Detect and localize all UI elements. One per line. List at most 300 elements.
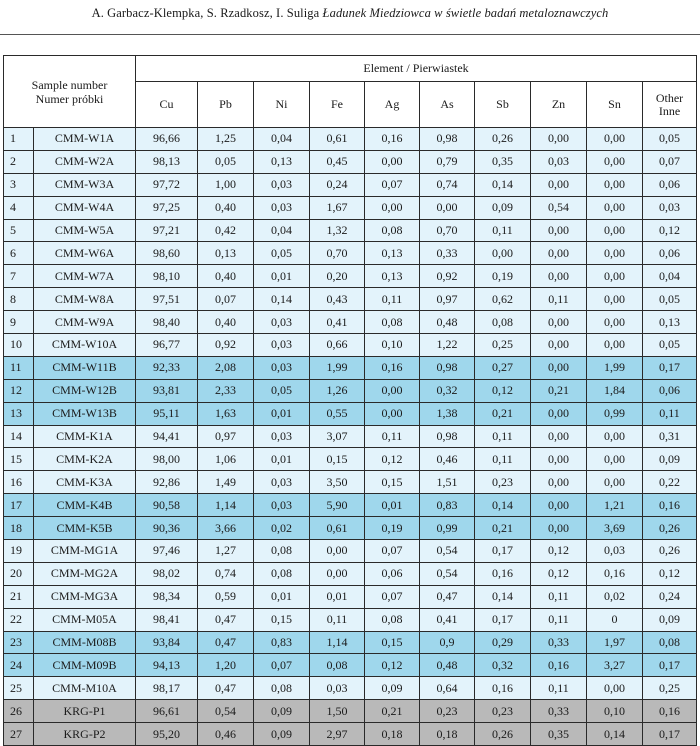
- value-cell: 97,25: [136, 196, 198, 219]
- value-cell: 0,03: [254, 334, 310, 357]
- article-title: Ładunek Miedziowca w świetle badań metaloznawczych: [322, 6, 609, 20]
- value-cell: 0,92: [198, 334, 254, 357]
- value-cell: 0,00: [531, 402, 587, 425]
- value-cell: 0,54: [198, 700, 254, 723]
- value-cell: 0,16: [643, 494, 697, 517]
- value-cell: 97,46: [136, 540, 198, 563]
- value-cell: 0,61: [310, 128, 365, 151]
- value-cell: 0,06: [643, 242, 697, 265]
- value-cell: 95,11: [136, 402, 198, 425]
- value-cell: 0,24: [643, 585, 697, 608]
- sample-id: CMM-M08B: [34, 631, 136, 654]
- value-cell: 0,00: [587, 677, 643, 700]
- row-number: 9: [4, 311, 34, 334]
- value-cell: 0,17: [643, 654, 697, 677]
- value-cell: 0,27: [475, 356, 531, 379]
- value-cell: 2,08: [198, 356, 254, 379]
- table-row: [4, 540, 697, 563]
- value-cell: 93,81: [136, 379, 198, 402]
- composition-table: [3, 55, 697, 746]
- value-cell: 0,00: [587, 196, 643, 219]
- value-cell: 0,03: [531, 150, 587, 173]
- value-cell: 0,16: [365, 356, 420, 379]
- value-cell: 0,06: [643, 379, 697, 402]
- value-cell: 0,01: [254, 585, 310, 608]
- row-number: 26: [4, 700, 34, 723]
- value-cell: 1,25: [198, 128, 254, 151]
- row-number: 7: [4, 265, 34, 288]
- table-row: [4, 608, 697, 631]
- value-cell: 96,77: [136, 334, 198, 357]
- value-cell: 98,13: [136, 150, 198, 173]
- value-cell: 0,00: [420, 196, 475, 219]
- sample-id: CMM-W6A: [34, 242, 136, 265]
- sample-id: CMM-W8A: [34, 288, 136, 311]
- table-row: [4, 562, 697, 585]
- value-cell: 0,9: [420, 631, 475, 654]
- value-cell: 97,72: [136, 173, 198, 196]
- table-row: [4, 402, 697, 425]
- value-cell: 0,09: [254, 723, 310, 746]
- value-cell: 5,90: [310, 494, 365, 517]
- sample-id: CMM-W10A: [34, 334, 136, 357]
- value-cell: 0,11: [365, 288, 420, 311]
- value-cell: 0,40: [198, 196, 254, 219]
- value-cell: 98,02: [136, 562, 198, 585]
- value-cell: 1,27: [198, 540, 254, 563]
- table-row: [4, 471, 697, 494]
- value-cell: 0,21: [531, 379, 587, 402]
- value-cell: 0,08: [365, 608, 420, 631]
- value-cell: 1,97: [587, 631, 643, 654]
- value-cell: 0,16: [475, 562, 531, 585]
- value-cell: 0,11: [531, 677, 587, 700]
- value-cell: 0,07: [365, 585, 420, 608]
- value-cell: 0,99: [420, 517, 475, 540]
- row-number: 14: [4, 425, 34, 448]
- value-cell: 0,40: [198, 311, 254, 334]
- value-cell: 0,07: [365, 540, 420, 563]
- sample-id: CMM-K4B: [34, 494, 136, 517]
- row-number: 5: [4, 219, 34, 242]
- value-cell: 0,00: [587, 448, 643, 471]
- value-cell: 0,99: [587, 402, 643, 425]
- row-number: 4: [4, 196, 34, 219]
- table-row: [4, 654, 697, 677]
- sample-id: CMM-K3A: [34, 471, 136, 494]
- sample-id: CMM-W9A: [34, 311, 136, 334]
- value-cell: 0,13: [365, 265, 420, 288]
- col-header: Ag: [365, 82, 420, 128]
- col-header: Ni: [254, 82, 310, 128]
- value-cell: 0,48: [420, 311, 475, 334]
- value-cell: 0,12: [643, 562, 697, 585]
- value-cell: 98,00: [136, 448, 198, 471]
- sample-id: CMM-M09B: [34, 654, 136, 677]
- value-cell: 0,00: [531, 265, 587, 288]
- row-number: 1: [4, 128, 34, 151]
- sample-id: CMM-W2A: [34, 150, 136, 173]
- value-cell: 0,00: [587, 150, 643, 173]
- value-cell: 0,04: [643, 265, 697, 288]
- value-cell: 0,00: [587, 265, 643, 288]
- value-cell: 0,16: [587, 562, 643, 585]
- value-cell: 0,03: [254, 311, 310, 334]
- table-row: [4, 448, 697, 471]
- value-cell: 0,11: [310, 608, 365, 631]
- table-row: [4, 150, 697, 173]
- value-cell: 0,74: [420, 173, 475, 196]
- sample-id: CMM-M05A: [34, 608, 136, 631]
- value-cell: 1,22: [420, 334, 475, 357]
- value-cell: 0,43: [310, 288, 365, 311]
- value-cell: 0,15: [254, 608, 310, 631]
- value-cell: 0,47: [198, 608, 254, 631]
- value-cell: 0,09: [643, 608, 697, 631]
- value-cell: 0,12: [365, 448, 420, 471]
- value-cell: 0,15: [365, 471, 420, 494]
- value-cell: 0,00: [531, 471, 587, 494]
- sample-header-pl: Numer próbki: [35, 91, 104, 106]
- value-cell: 0,13: [198, 242, 254, 265]
- value-cell: 0,97: [420, 288, 475, 311]
- sample-number-header: [4, 56, 136, 128]
- col-header: Zn: [531, 82, 587, 128]
- value-cell: 0,92: [420, 265, 475, 288]
- value-cell: 0,14: [475, 585, 531, 608]
- value-cell: 0,16: [643, 700, 697, 723]
- value-cell: 0,09: [475, 196, 531, 219]
- sample-id: CMM-W3A: [34, 173, 136, 196]
- value-cell: 0,05: [643, 128, 697, 151]
- value-cell: 0,08: [365, 311, 420, 334]
- row-number: 17: [4, 494, 34, 517]
- value-cell: 1,32: [310, 219, 365, 242]
- value-cell: 0,00: [531, 334, 587, 357]
- sample-id: CMM-MG1A: [34, 540, 136, 563]
- value-cell: 0,26: [475, 723, 531, 746]
- value-cell: 0,05: [198, 150, 254, 173]
- value-cell: 1,38: [420, 402, 475, 425]
- value-cell: 0,10: [587, 700, 643, 723]
- value-cell: 0,25: [475, 334, 531, 357]
- value-cell: 0,26: [643, 517, 697, 540]
- value-cell: 0,11: [643, 402, 697, 425]
- value-cell: 0,11: [475, 219, 531, 242]
- value-cell: 0,21: [475, 402, 531, 425]
- value-cell: 0,19: [365, 517, 420, 540]
- value-cell: 0,66: [310, 334, 365, 357]
- value-cell: 3,69: [587, 517, 643, 540]
- sample-id: CMM-W4A: [34, 196, 136, 219]
- value-cell: 0,04: [254, 219, 310, 242]
- value-cell: 0,00: [310, 540, 365, 563]
- value-cell: 0,59: [198, 585, 254, 608]
- value-cell: 0,11: [531, 608, 587, 631]
- row-number: 21: [4, 585, 34, 608]
- row-number: 15: [4, 448, 34, 471]
- value-cell: 98,40: [136, 311, 198, 334]
- value-cell: 0,21: [365, 700, 420, 723]
- value-cell: 0,83: [254, 631, 310, 654]
- value-cell: 0,42: [198, 219, 254, 242]
- value-cell: 0,98: [420, 128, 475, 151]
- value-cell: 0,09: [365, 677, 420, 700]
- value-cell: 0,35: [475, 150, 531, 173]
- value-cell: 0,79: [420, 150, 475, 173]
- value-cell: 96,61: [136, 700, 198, 723]
- table-row: [4, 311, 697, 334]
- value-cell: 98,17: [136, 677, 198, 700]
- value-cell: 0,47: [198, 631, 254, 654]
- value-cell: 0,33: [531, 700, 587, 723]
- table-row: [4, 196, 697, 219]
- value-cell: 0,15: [310, 448, 365, 471]
- value-cell: 0,03: [310, 677, 365, 700]
- value-cell: 0,19: [475, 265, 531, 288]
- value-cell: 1,51: [420, 471, 475, 494]
- table-row: [4, 585, 697, 608]
- row-number: 10: [4, 334, 34, 357]
- value-cell: 0,13: [643, 311, 697, 334]
- value-cell: 0,03: [254, 196, 310, 219]
- value-cell: 0,33: [531, 631, 587, 654]
- value-cell: 0,00: [587, 242, 643, 265]
- value-cell: 95,20: [136, 723, 198, 746]
- value-cell: 0,03: [254, 471, 310, 494]
- other-en: Other: [655, 90, 684, 105]
- row-number: 16: [4, 471, 34, 494]
- value-cell: 0,29: [475, 631, 531, 654]
- value-cell: 0,47: [198, 677, 254, 700]
- table-row: [4, 265, 697, 288]
- row-number: 22: [4, 608, 34, 631]
- value-cell: 0,00: [531, 517, 587, 540]
- sample-id: CMM-W13B: [34, 402, 136, 425]
- value-cell: 0,17: [643, 723, 697, 746]
- value-cell: 0,16: [475, 677, 531, 700]
- col-header: Pb: [198, 82, 254, 128]
- value-cell: 1,67: [310, 196, 365, 219]
- value-cell: 0,08: [310, 654, 365, 677]
- value-cell: 0,08: [643, 631, 697, 654]
- value-cell: 0,00: [587, 471, 643, 494]
- value-cell: 0,13: [254, 150, 310, 173]
- value-cell: 3,66: [198, 517, 254, 540]
- value-cell: 0,08: [475, 311, 531, 334]
- value-cell: 0,35: [531, 723, 587, 746]
- row-number: 6: [4, 242, 34, 265]
- value-cell: 0,00: [531, 448, 587, 471]
- col-header: Cu: [136, 82, 198, 128]
- value-cell: 0,23: [475, 700, 531, 723]
- value-cell: 0,08: [365, 219, 420, 242]
- value-cell: 0,18: [420, 723, 475, 746]
- value-cell: 0,08: [254, 540, 310, 563]
- row-number: 11: [4, 356, 34, 379]
- sample-id: CMM-MG2A: [34, 562, 136, 585]
- value-cell: 0,48: [420, 654, 475, 677]
- value-cell: 0,70: [310, 242, 365, 265]
- value-cell: 0,03: [643, 196, 697, 219]
- value-cell: 0,64: [420, 677, 475, 700]
- row-number: 20: [4, 562, 34, 585]
- row-number: 8: [4, 288, 34, 311]
- value-cell: 97,51: [136, 288, 198, 311]
- value-cell: 0,09: [643, 448, 697, 471]
- value-cell: 0,11: [365, 425, 420, 448]
- value-cell: 3,07: [310, 425, 365, 448]
- value-cell: 0,05: [643, 334, 697, 357]
- value-cell: 0,11: [531, 288, 587, 311]
- value-cell: 94,41: [136, 425, 198, 448]
- value-cell: 0,01: [365, 494, 420, 517]
- value-cell: 0,54: [420, 562, 475, 585]
- row-number: 25: [4, 677, 34, 700]
- sample-id: CMM-K2A: [34, 448, 136, 471]
- value-cell: 0,06: [365, 562, 420, 585]
- value-cell: 0,00: [365, 379, 420, 402]
- value-cell: 0,31: [643, 425, 697, 448]
- row-number: 24: [4, 654, 34, 677]
- table-row: [4, 334, 697, 357]
- value-cell: 0,55: [310, 402, 365, 425]
- value-cell: 1,99: [587, 356, 643, 379]
- value-cell: 0,07: [365, 173, 420, 196]
- value-cell: 90,36: [136, 517, 198, 540]
- value-cell: 93,84: [136, 631, 198, 654]
- value-cell: 0,00: [587, 425, 643, 448]
- value-cell: 98,10: [136, 265, 198, 288]
- value-cell: 0,00: [365, 196, 420, 219]
- value-cell: 0,00: [531, 219, 587, 242]
- sample-header-en: Sample number: [31, 77, 108, 92]
- value-cell: 1,20: [198, 654, 254, 677]
- value-cell: 0,98: [420, 356, 475, 379]
- value-cell: 98,34: [136, 585, 198, 608]
- value-cell: 0,01: [254, 448, 310, 471]
- value-cell: 0,98: [420, 425, 475, 448]
- value-cell: 1,14: [198, 494, 254, 517]
- value-cell: 0,12: [531, 562, 587, 585]
- authors: A. Garbacz-Klempka, S. Rzadkosz, I. Suliga: [91, 6, 320, 20]
- sample-id: CMM-K5B: [34, 517, 136, 540]
- value-cell: 0,54: [531, 196, 587, 219]
- value-cell: 0,21: [475, 517, 531, 540]
- value-cell: 0,20: [310, 265, 365, 288]
- value-cell: 0,97: [198, 425, 254, 448]
- sample-id: CMM-W11B: [34, 356, 136, 379]
- value-cell: 0,11: [475, 425, 531, 448]
- value-cell: 0,14: [475, 173, 531, 196]
- value-cell: 1,26: [310, 379, 365, 402]
- value-cell: 0,74: [198, 562, 254, 585]
- header-rule: [0, 34, 700, 35]
- value-cell: 0,07: [643, 150, 697, 173]
- table-row: [4, 631, 697, 654]
- value-cell: 0,26: [475, 128, 531, 151]
- value-cell: 0,22: [643, 471, 697, 494]
- value-cell: 0,62: [475, 288, 531, 311]
- value-cell: 0,03: [254, 425, 310, 448]
- row-number: 27: [4, 723, 34, 746]
- sample-id: CMM-MG3A: [34, 585, 136, 608]
- value-cell: 0,00: [365, 150, 420, 173]
- value-cell: 0,70: [420, 219, 475, 242]
- value-cell: 0,07: [198, 288, 254, 311]
- value-cell: 0,00: [365, 402, 420, 425]
- table-row: [4, 219, 697, 242]
- value-cell: 0,00: [587, 334, 643, 357]
- value-cell: 0,02: [587, 585, 643, 608]
- value-cell: 98,41: [136, 608, 198, 631]
- value-cell: 97,21: [136, 219, 198, 242]
- value-cell: 0,00: [531, 425, 587, 448]
- value-cell: 94,13: [136, 654, 198, 677]
- value-cell: 1,14: [310, 631, 365, 654]
- table-row: [4, 379, 697, 402]
- row-number: 3: [4, 173, 34, 196]
- value-cell: 0,12: [475, 379, 531, 402]
- value-cell: 0,05: [643, 288, 697, 311]
- col-header: Fe: [310, 82, 365, 128]
- value-cell: 0,40: [198, 265, 254, 288]
- value-cell: 0,06: [643, 173, 697, 196]
- value-cell: 0,16: [365, 128, 420, 151]
- value-cell: 0,14: [475, 494, 531, 517]
- value-cell: 0,26: [643, 540, 697, 563]
- sample-id: CMM-M10A: [34, 677, 136, 700]
- sample-id: KRG-P1: [34, 700, 136, 723]
- running-head: [0, 6, 700, 21]
- table-row: [4, 677, 697, 700]
- value-cell: 90,58: [136, 494, 198, 517]
- value-cell: 0,23: [420, 700, 475, 723]
- value-cell: 0,09: [254, 700, 310, 723]
- value-cell: 0,00: [587, 128, 643, 151]
- table-row: [4, 356, 697, 379]
- value-cell: 1,50: [310, 700, 365, 723]
- value-cell: 0,00: [310, 562, 365, 585]
- value-cell: 0,05: [254, 242, 310, 265]
- col-header: As: [420, 82, 475, 128]
- value-cell: 0,24: [310, 173, 365, 196]
- value-cell: 0,45: [310, 150, 365, 173]
- value-cell: 0,13: [365, 242, 420, 265]
- value-cell: 0,12: [531, 540, 587, 563]
- value-cell: 0,33: [420, 242, 475, 265]
- value-cell: 0,61: [310, 517, 365, 540]
- value-cell: 0,11: [475, 448, 531, 471]
- value-cell: 0,46: [198, 723, 254, 746]
- value-cell: 0,03: [254, 494, 310, 517]
- value-cell: 0,46: [420, 448, 475, 471]
- value-cell: 0,18: [365, 723, 420, 746]
- value-cell: 0,01: [254, 402, 310, 425]
- value-cell: 0,00: [531, 173, 587, 196]
- table-row: [4, 700, 697, 723]
- value-cell: 1,00: [198, 173, 254, 196]
- value-cell: 0,08: [254, 562, 310, 585]
- sample-id: CMM-W7A: [34, 265, 136, 288]
- value-cell: 0,00: [531, 356, 587, 379]
- value-cell: 0,15: [365, 631, 420, 654]
- col-header: Sb: [475, 82, 531, 128]
- other-pl: Inne: [658, 103, 681, 118]
- sample-id: KRG-P2: [34, 723, 136, 746]
- value-cell: 92,86: [136, 471, 198, 494]
- table-row: [4, 723, 697, 746]
